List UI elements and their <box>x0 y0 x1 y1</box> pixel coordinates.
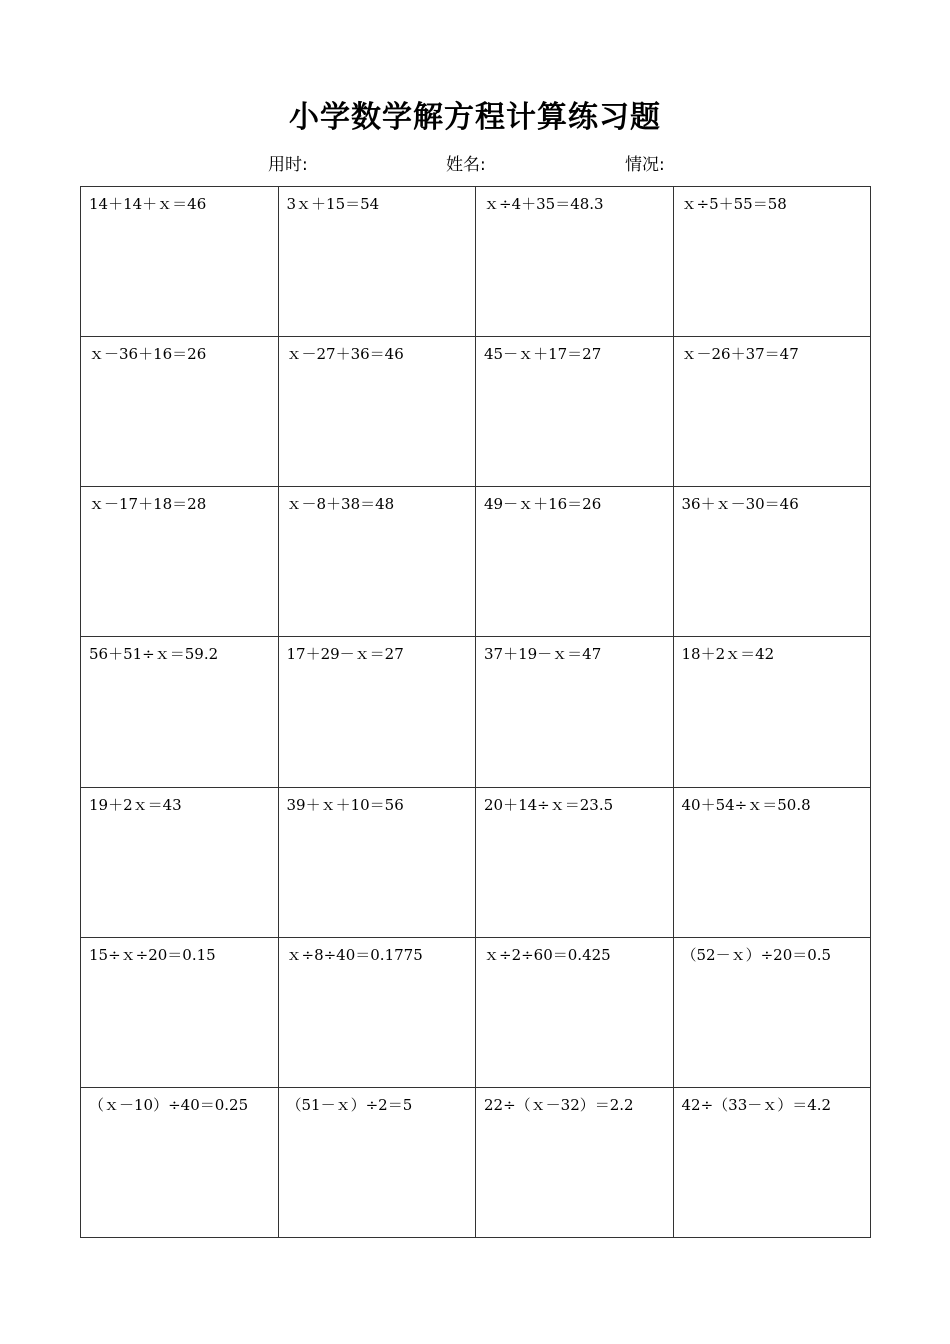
problem-cell: ｘ÷2÷60＝0.425 <box>476 937 674 1087</box>
problem-cell: （52－ｘ）÷20＝0.5 <box>673 937 871 1087</box>
problem-cell: 22÷（ｘ－32）＝2.2 <box>476 1087 674 1237</box>
problem-cell: 40＋54÷ｘ＝50.8 <box>673 787 871 937</box>
problem-cell: （51－ｘ）÷2＝5 <box>278 1087 476 1237</box>
page-title: 小学数学解方程计算练习题 <box>289 100 661 135</box>
problem-cell: ｘ－17＋18＝28 <box>81 487 279 637</box>
problem-cell: 14＋14＋ｘ＝46 <box>81 187 279 337</box>
problem-cell: 3ｘ＋15＝54 <box>278 187 476 337</box>
problem-cell: 18＋2ｘ＝42 <box>673 637 871 787</box>
problem-cell: ｘ÷5＋55＝58 <box>673 187 871 337</box>
problem-cell: （ｘ－10）÷40＝0.25 <box>81 1087 279 1237</box>
problem-cell: ｘ－8＋38＝48 <box>278 487 476 637</box>
problem-cell: ｘ－27＋36＝46 <box>278 337 476 487</box>
problem-cell: ｘ－36＋16＝26 <box>81 337 279 487</box>
problem-cell: 45－ｘ＋17＝27 <box>476 337 674 487</box>
problem-cell: 56＋51÷ｘ＝59.2 <box>81 637 279 787</box>
info-line <box>0 150 950 176</box>
problem-cell: 17＋29－ｘ＝27 <box>278 637 476 787</box>
problem-cell: ｘ÷4＋35＝48.3 <box>476 187 674 337</box>
table-row <box>81 1087 871 1237</box>
problem-cell: 39＋ｘ＋10＝56 <box>278 787 476 937</box>
status-label: 情况: <box>625 155 665 175</box>
problem-cell: 42÷（33－ｘ）＝4.2 <box>673 1087 871 1237</box>
problem-cell: 15÷ｘ÷20＝0.15 <box>81 937 279 1087</box>
table-row <box>81 337 871 487</box>
problem-cell: 20＋14÷ｘ＝23.5 <box>476 787 674 937</box>
problem-cell: ｘ－26＋37＝47 <box>673 337 871 487</box>
name-label: 姓名: <box>446 155 486 175</box>
table-row <box>81 787 871 937</box>
problem-grid <box>80 186 871 1238</box>
table-row <box>81 487 871 637</box>
problem-cell: ｘ÷8÷40＝0.1775 <box>278 937 476 1087</box>
table-row <box>81 637 871 787</box>
problem-cell: 36＋ｘ－30＝46 <box>673 487 871 637</box>
table-row <box>81 937 871 1087</box>
problem-cell: 49－ｘ＋16＝26 <box>476 487 674 637</box>
problem-cell: 19＋2ｘ＝43 <box>81 787 279 937</box>
problem-cell: 37＋19－ｘ＝47 <box>476 637 674 787</box>
time-label: 用时: <box>268 155 308 175</box>
table-row <box>81 187 871 337</box>
